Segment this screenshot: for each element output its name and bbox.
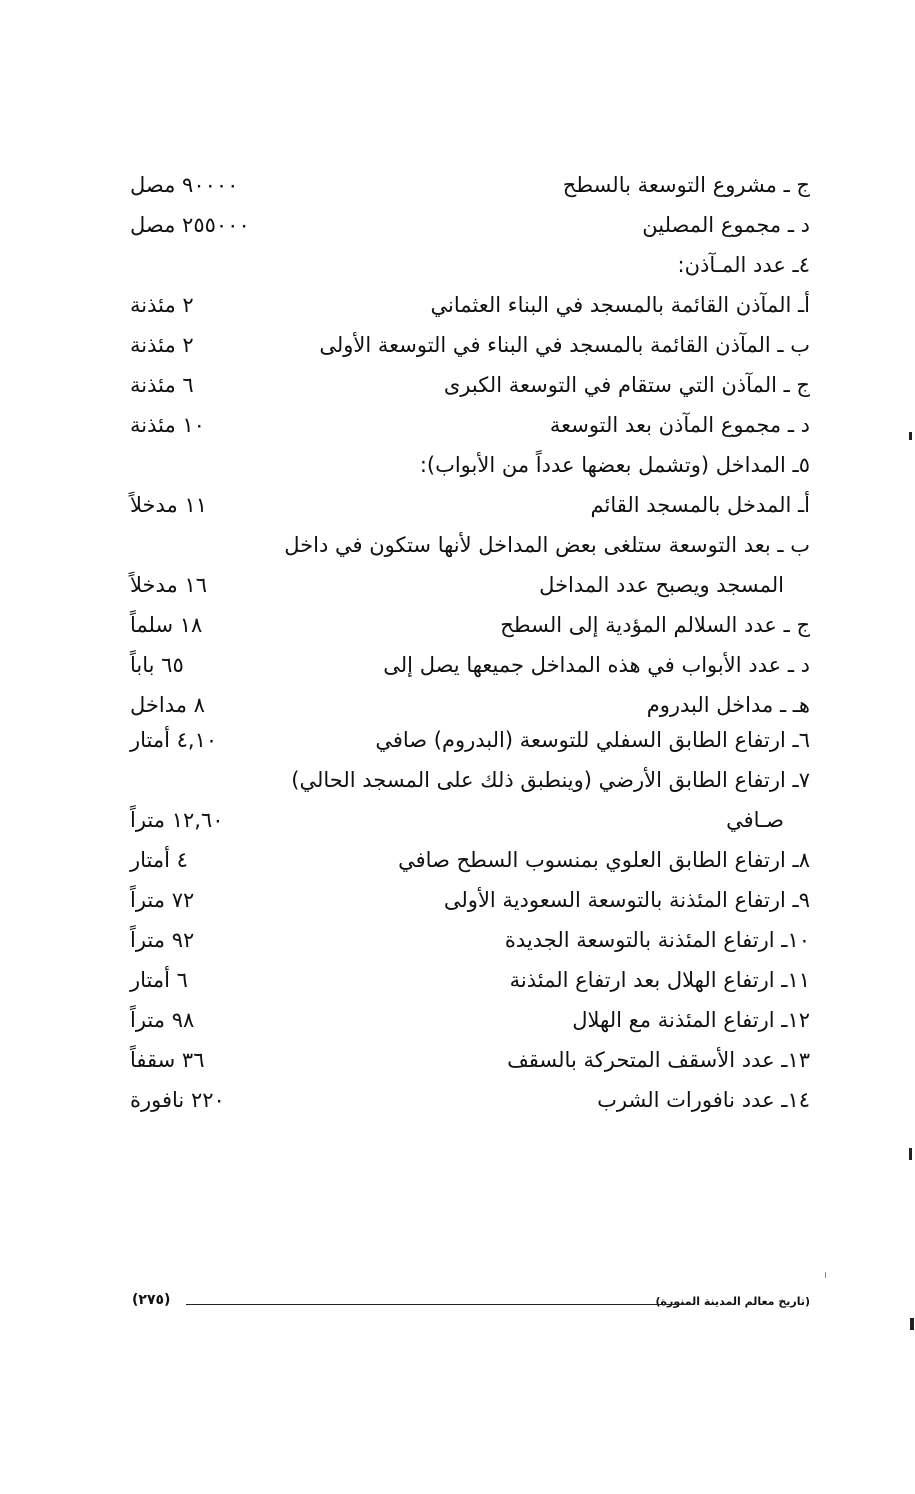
- item-label: ٨ـ ارتفاع الطابق العلوي بمنسوب السطح صافي: [398, 848, 810, 872]
- item-label: ٧ـ ارتفاع الطابق الأرضي (وينطبق ذلك على المسجد الحالي): [291, 768, 810, 792]
- list-item: [130, 645, 810, 685]
- item-label: أـ المدخل بالمسجد القائم: [590, 493, 810, 517]
- item-value: ٨ مداخل: [130, 693, 205, 717]
- item-value: ١٨ سلماً: [130, 613, 203, 637]
- item-label: د ـ عدد الأبواب في هذه المداخل جميعها يصل إلى: [383, 653, 810, 677]
- page-number: (٢٧٥): [132, 1292, 171, 1308]
- list-item: [130, 960, 810, 1000]
- list-item: [130, 1040, 810, 1080]
- scan-speck: [909, 432, 912, 440]
- item-label: د ـ مجموع المآذن بعد التوسعة: [549, 413, 810, 437]
- item-value: ٢٢٠ نافورة: [130, 1088, 225, 1112]
- section-heading: [130, 445, 810, 485]
- list-item: [130, 880, 810, 920]
- item-value: ٩٢ متراً: [130, 928, 195, 952]
- item-value: ٢ مئذنة: [130, 333, 194, 357]
- item-value: ١٢,٦٠ متراً: [130, 808, 224, 832]
- list-item: [130, 165, 810, 205]
- item-label: المسجد ويصبح عدد المداخل: [539, 573, 784, 597]
- item-label: ٩ـ ارتفاع المئذنة بالتوسعة السعودية الأولى: [443, 888, 810, 912]
- list-item: [130, 685, 810, 725]
- scan-speck: [910, 1318, 914, 1330]
- item-label: ٦ـ ارتفاع الطابق السفلي للتوسعة (البدروم) صافي: [375, 728, 810, 752]
- item-value: ٦ مئذنة: [130, 373, 194, 397]
- item-value: ٣٦ سقفاً: [130, 1048, 205, 1072]
- list-item: [130, 365, 810, 405]
- item-value: ٤ أمتار: [130, 848, 188, 872]
- item-value: ١٠ مئذنة: [130, 413, 205, 437]
- list-item: [130, 405, 810, 445]
- list-item: [130, 720, 810, 760]
- item-label: ج ـ مشروع التوسعة بالسطح: [562, 173, 810, 197]
- item-value: ١٦ مدخلاً: [130, 573, 208, 597]
- item-label: ٤ـ عدد المـآذن:: [677, 253, 810, 277]
- list-item: [130, 325, 810, 365]
- item-value: ٦ أمتار: [130, 968, 188, 992]
- list-item: [130, 840, 810, 880]
- item-label: ج ـ المآذن التي ستقام في التوسعة الكبرى: [443, 373, 810, 397]
- scan-speck: [825, 1272, 826, 1278]
- item-value: ٦٥ باباً: [130, 653, 184, 677]
- item-value: ١١ مدخلاً: [130, 493, 208, 517]
- item-label: صـافي: [726, 808, 784, 832]
- list-item: [130, 485, 810, 525]
- list-item: [130, 205, 810, 245]
- scan-speck: [909, 1148, 912, 1160]
- item-label: ١٤ـ عدد نافورات الشرب: [597, 1088, 810, 1112]
- item-label: ١٣ـ عدد الأسقف المتحركة بالسقف: [507, 1048, 810, 1072]
- item-value: ٧٢ متراً: [130, 888, 195, 912]
- item-value: ٢ مئذنة: [130, 293, 194, 317]
- book-title: (تاريخ معالم المدينة المنورة): [655, 1295, 810, 1308]
- list-item: [130, 920, 810, 960]
- item-label: ١١ـ ارتفاع الهلال بعد ارتفاع المئذنة: [509, 968, 810, 992]
- item-label: د ـ مجموع المصلين: [642, 213, 810, 237]
- item-value: ٤,١٠ أمتار: [130, 728, 218, 752]
- item-label: ١٠ـ ارتفاع المئذنة بالتوسعة الجديدة: [504, 928, 810, 952]
- item-label: أـ المآذن القائمة بالمسجد في البناء العثماني: [430, 293, 810, 317]
- item-label: ج ـ عدد السلالم المؤدية إلى السطح: [500, 613, 810, 637]
- list-item: [130, 800, 810, 840]
- page-footer: [130, 1288, 810, 1318]
- item-label: هـ ـ مداخل البدروم: [646, 693, 810, 717]
- list-item: [130, 760, 810, 800]
- section-heading: [130, 245, 810, 285]
- item-value: ٩٨ متراً: [130, 1008, 195, 1032]
- item-value: ٩٠٠٠٠ مصل: [130, 173, 239, 197]
- list-item: [130, 605, 810, 645]
- list-item: [130, 1000, 810, 1040]
- list-item: [130, 285, 810, 325]
- item-label: ١٢ـ ارتفاع المئذنة مع الهلال: [572, 1008, 810, 1032]
- item-value: ٢٥٥٠٠٠ مصل: [130, 213, 250, 237]
- list-item: [130, 1080, 810, 1120]
- list-item: [130, 565, 810, 605]
- item-label: ب ـ المآذن القائمة بالمسجد في البناء في التوسعة الأولى: [319, 333, 810, 357]
- item-label: ٥ـ المداخل (وتشمل بعضها عدداً من الأبواب):: [419, 453, 810, 477]
- list-item: [130, 525, 810, 565]
- item-label: ب ـ بعد التوسعة ستلغى بعض المداخل لأنها ستكون في داخل: [284, 533, 810, 557]
- footer-divider: [186, 1304, 692, 1305]
